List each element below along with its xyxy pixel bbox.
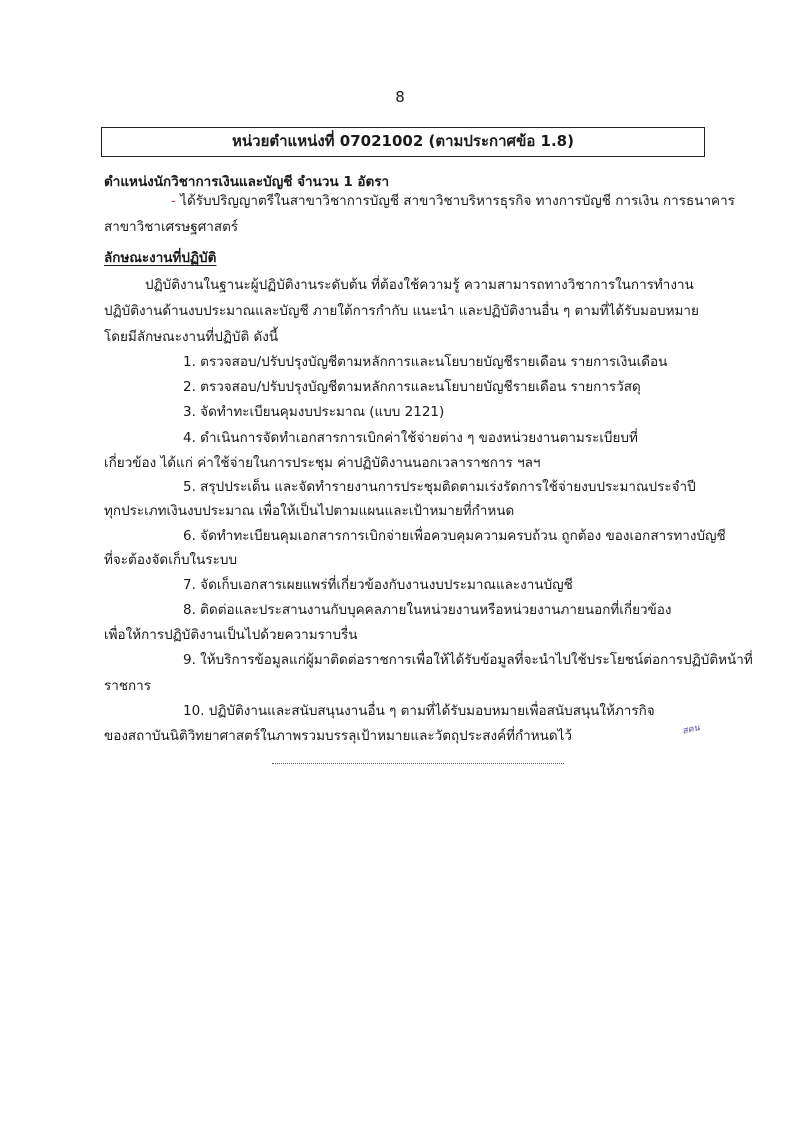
unit-title-box: [101, 127, 705, 157]
duty-10-line-2: ของสถาบันนิติวิทยาศาสตร์ในภาพรวมบรรลุเป้าหมายและวัตถุประสงค์ที่กำหนดไว้: [104, 728, 573, 744]
dotted-rule: [272, 763, 564, 764]
duty-6-line-1: 6. จัดทำทะเบียนคุมเอกสารการเบิกจ่ายเพื่อควบคุมความครบถ้วน ถูกต้อง ของเอกสารทางบัญชี: [183, 528, 726, 544]
duty-2: 2. ตรวจสอบ/ปรับปรุงบัญชีตามหลักการและนโยบายบัญชีรายเดือน รายการวัสดุ: [183, 379, 641, 395]
unit-title: หน่วยตำแหน่งที่ 07021002 (ตามประกาศข้อ 1.8): [232, 132, 574, 150]
duty-1: 1. ตรวจสอบ/ปรับปรุงบัญชีตามหลักการและนโยบายบัญชีรายเดือน รายการเงินเดือน: [183, 354, 668, 370]
duty-9-line-1: 9. ให้บริการข้อมูลแก่ผู้มาติดต่อราชการเพื่อให้ได้รับข้อมูลที่จะนำไปใช้ประโยชน์ต่อการปฏิบัติหน้าที่: [183, 652, 753, 668]
duty-8-line-2: เพื่อให้การปฏิบัติงานเป็นไปด้วยความราบรื่น: [104, 627, 358, 643]
intro-line-1: ปฏิบัติงานในฐานะผู้ปฏิบัติงานระดับต้น ที่ต้องใช้ความรู้ ความสามารถทางวิชาการในการทำงาน: [145, 277, 694, 293]
duty-5-line-2: ทุกประเภทเงินงบประมาณ เพื่อให้เป็นไปตามแผนและเป้าหมายที่กำหนด: [104, 503, 515, 519]
qualification-line-2: สาขาวิชาเศรษฐศาสตร์: [104, 219, 239, 235]
page-number: 8: [395, 88, 405, 106]
duty-4-line-1: 4. ดำเนินการจัดทำเอกสารการเบิกค่าใช้จ่ายต่าง ๆ ของหน่วยงานตามระเบียบที่: [183, 430, 638, 446]
initials-stamp: สคน: [681, 723, 701, 737]
duty-4-line-2: เกี่ยวข้อง ได้แก่ ค่าใช้จ่ายในการประชุม ค่าปฏิบัติงานนอกเวลาราชการ ฯลฯ: [104, 455, 541, 471]
duty-10-line-1: 10. ปฏิบัติงานและสนับสนุนงานอื่น ๆ ตามที่ได้รับมอบหมายเพื่อสนับสนุนให้ภารกิจ: [183, 703, 655, 719]
duty-7: 7. จัดเก็บเอกสารเผยแพร่ที่เกี่ยวข้องกับงานงบประมาณและงานบัญชี: [183, 577, 573, 593]
duty-3: 3. จัดทำทะเบียนคุมงบประมาณ (แบบ 2121): [183, 404, 445, 420]
duties-heading: ลักษณะงานที่ปฏิบัติ: [104, 250, 217, 266]
duty-5-line-1: 5. สรุปประเด็น และจัดทำรายงานการประชุมติดตามเร่งรัดการใช้จ่ายงบประมาณประจำปี: [183, 479, 696, 495]
qualification-text: ได้รับปริญญาตรีในสาขาวิชาการบัญชี สาขาวิชาบริหารธุรกิจ ทางการบัญชี การเงิน การธนาคาร: [180, 193, 735, 209]
intro-line-3: โดยมีลักษณะงานที่ปฏิบัติ ดังนี้: [104, 329, 279, 345]
position-heading: ตำแหน่งนักวิชาการเงินและบัญชี จำนวน 1 อัตรา: [104, 174, 390, 190]
duty-8-line-1: 8. ติดต่อและประสานงานกับบุคคลภายในหน่วยงานหรือหน่วยงานภายนอกที่เกี่ยวข้อง: [183, 602, 672, 618]
intro-line-2: ปฏิบัติงานด้านงบประมาณและบัญชี ภายใต้การกำกับ แนะนำ และปฏิบัติงานอื่น ๆ ตามที่ได้รับมอบหมาย: [104, 303, 699, 319]
duty-9-line-2: ราชการ: [104, 678, 151, 694]
duty-6-line-2: ที่จะต้องจัดเก็บในระบบ: [104, 552, 238, 568]
qualification-line-1: [171, 191, 735, 211]
qualification-dash: -: [171, 193, 176, 209]
